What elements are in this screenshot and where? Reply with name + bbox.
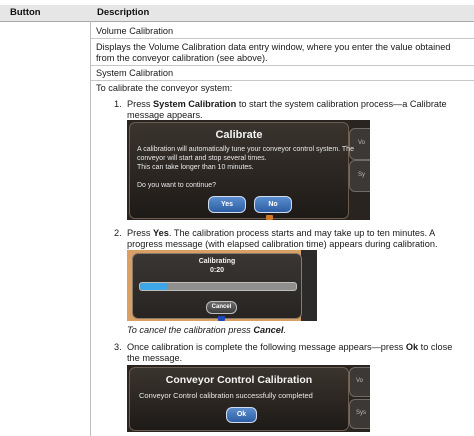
header-description: Description: [97, 7, 150, 18]
step3-number: 3.: [114, 342, 122, 352]
progress-bar: [139, 282, 297, 291]
table-header: [0, 5, 474, 22]
calibrate-line2: conveyor will start and stop several times.: [137, 155, 267, 162]
step2-number: 2.: [114, 228, 122, 238]
cursor-marker: [218, 316, 225, 321]
side-tab: Vo: [349, 367, 370, 397]
side-tab: Sy: [349, 160, 370, 192]
system-calibration-title: System Calibration: [96, 68, 174, 78]
calibrate-dialog-title: Calibrate: [215, 129, 263, 141]
yes-button[interactable]: Yes: [208, 196, 246, 213]
calibrate-line3: This can take longer than 10 minutes.: [137, 164, 254, 171]
progress-title: Calibrating: [198, 258, 236, 265]
calibrate-line1: A calibration will automatically tune your conveyor control system. The: [137, 146, 354, 153]
step1-line1: Press System Calibration to start the system calibration process—a Calibrate: [127, 99, 447, 109]
row-divider: [91, 38, 474, 39]
calibrate-screenshot: [127, 120, 370, 220]
volume-desc-line2: from the conveyor calibration (see above).: [96, 53, 268, 63]
step2-line1: Press Yes. The calibration process starts and may take up to ten minutes. A: [127, 228, 436, 238]
volume-desc-line1: Displays the Volume Calibration data entry window, where you enter the value obtained: [96, 42, 451, 52]
system-intro: To calibrate the conveyor system:: [96, 83, 233, 93]
progress-fill: [140, 283, 168, 290]
ok-button[interactable]: Ok: [226, 407, 257, 423]
step3-line1: Once calibration is complete the following message appears—press Ok to close: [127, 342, 453, 352]
progress-screenshot: [127, 250, 317, 321]
side-strip: [301, 250, 317, 321]
cancel-note: To cancel the calibration press Cancel.: [127, 325, 287, 335]
side-tab: Sys: [349, 399, 370, 429]
step2-line2: progress message (with elapsed calibration time) appears during calibration.: [127, 239, 438, 249]
complete-title: Conveyor Control Calibration: [165, 374, 313, 386]
volume-calibration-title: Volume Calibration: [96, 26, 174, 36]
cursor-marker: [266, 215, 273, 220]
row-divider: [91, 65, 474, 66]
calibrate-dialog: [129, 122, 354, 219]
row-divider: [91, 80, 474, 81]
step1-line2: message appears.: [127, 110, 203, 120]
cancel-button[interactable]: Cancel: [206, 301, 237, 314]
side-tab: Vo: [349, 128, 370, 160]
step3-line2: the message.: [127, 353, 183, 363]
progress-dialog: [132, 253, 302, 319]
column-divider: [90, 21, 91, 436]
calibrate-question: Do you want to continue?: [137, 182, 216, 189]
no-button[interactable]: No: [254, 196, 292, 213]
progress-elapsed: 0:20: [209, 267, 224, 274]
complete-message: Conveyor Control calibration successfully completed: [139, 391, 313, 400]
complete-screenshot: [127, 365, 370, 432]
header-button: Button: [10, 7, 41, 18]
step1-number: 1.: [114, 99, 122, 109]
complete-dialog: [129, 367, 349, 431]
